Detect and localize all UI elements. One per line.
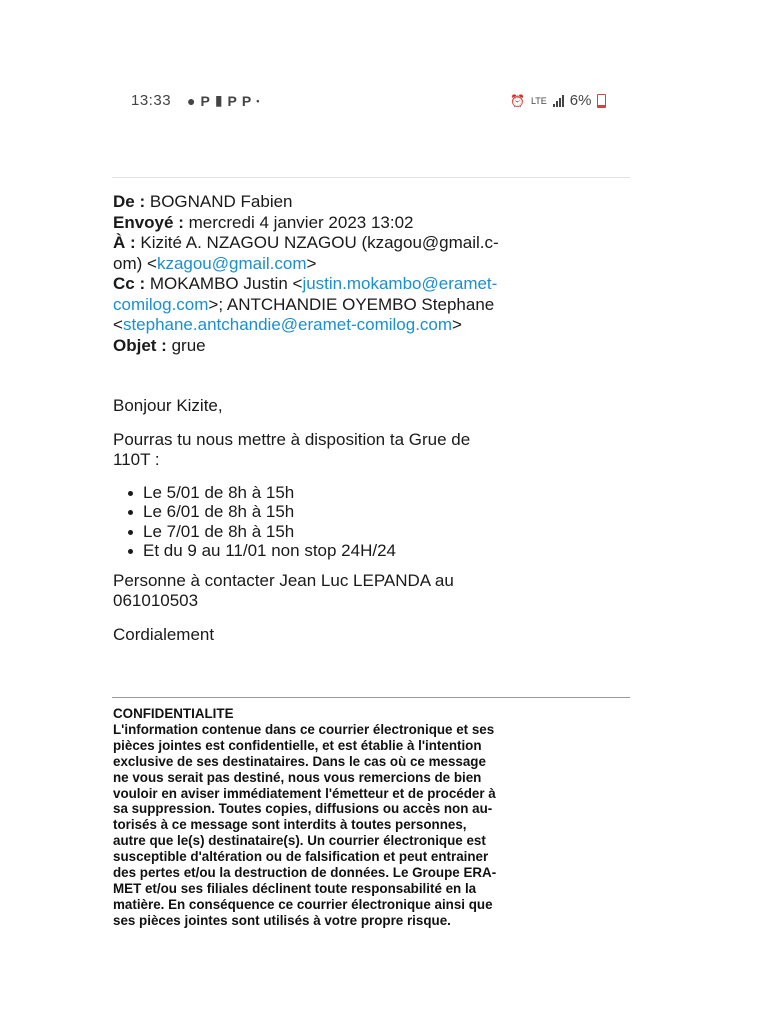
list-item: Le 6/01 de 8h à 15h (143, 502, 633, 522)
email-header (113, 192, 633, 356)
notif-p-icon-2: P (227, 92, 237, 109)
cc-separator: >; ANTCHANDIE OYEMBO Stephane (208, 294, 495, 314)
cc-row-cont-2 (113, 315, 633, 336)
greeting: Bonjour Kizite, (113, 396, 223, 415)
to-value-suffix: > (306, 253, 317, 273)
status-right (510, 92, 606, 109)
subject-label: Objet : (113, 335, 167, 355)
contact-line-2: 061010503 (113, 591, 199, 610)
to-value-prefix: om) < (113, 253, 157, 273)
from-label: De : (113, 192, 146, 211)
to-row (113, 233, 633, 254)
confidentiality-line: exclusive de ses destinataires. Dans le cas où ce message (113, 753, 486, 769)
confidentiality-line: autre que le(s) destinataire(s). Un courrier électronique est (113, 833, 486, 849)
to-row-cont (113, 254, 633, 275)
cc-row-cont (113, 295, 633, 316)
confidentiality-line: L'information contenue dans ce courrier électronique et ses (113, 721, 495, 737)
from-value: BOGNAND Fabien (149, 192, 293, 211)
dot-icon: • (256, 95, 260, 106)
confidentiality-line: ses pièces jointes sont utilisés à votre propre risque. (113, 912, 451, 928)
confidentiality-title: CONFIDENTIALITE (113, 706, 234, 721)
confidentiality-line: des pertes et/ou la destruction de données. Le Groupe ERA- (113, 865, 497, 881)
confidentiality-line: sa suppression. Toutes copies, diffusions ou accès non au- (113, 801, 493, 817)
to-email-link[interactable]: kzagou@gmail.com (156, 253, 307, 273)
status-bar (0, 88, 768, 116)
request-line-2: 110T : (113, 450, 160, 469)
from-row (113, 192, 633, 213)
email-body (113, 396, 633, 645)
cc-email-link-1b[interactable]: comilog.com (113, 294, 209, 314)
confidentiality-line: ne vous serait pas destiné, nous vous remercions de bien (113, 769, 482, 785)
contact-line-1: Personne à contacter Jean Luc LEPANDA au (113, 570, 454, 590)
confidentiality-notice (113, 706, 633, 929)
battery-icon (597, 94, 606, 108)
confidentiality-line: torisés à ce message sont interdits à toutes personnes, (113, 817, 467, 833)
to-value-line1: Kizité A. NZAGOU NZAGOU (kzagou@gmail.c- (140, 233, 499, 252)
confidentiality-line: vouloir en aviser immédiatement l'émetteur et de procéder à (113, 785, 496, 801)
date-list (113, 483, 633, 561)
battery-percent: 6% (569, 92, 592, 109)
confidentiality-line: pièces jointes est confidentielle, et est établie à l'intention (113, 737, 482, 753)
cc-name-1: MOKAMBO Justin < (149, 274, 303, 293)
sent-row (113, 213, 633, 234)
alarm-icon: ⏰ (510, 93, 525, 108)
subject-row (113, 336, 633, 357)
cc-open-2: < (113, 315, 123, 334)
cc-email-link-1a[interactable]: justin.mokambo@eramet- (302, 274, 498, 293)
notification-icons (187, 92, 259, 109)
signal-icon (553, 95, 564, 107)
confidentiality-line: matière. En conséquence ce courrier électronique ainsi que (113, 896, 493, 912)
cc-email-link-2[interactable]: stephane.antchandie@eramet-comilog.com (122, 315, 453, 334)
list-item: Le 7/01 de 8h à 15h (143, 522, 633, 542)
notif-p-icon-1: P (200, 92, 210, 109)
cc-close-2: > (452, 315, 462, 334)
sent-label: Envoyé : (113, 212, 184, 232)
lock-icon: ▮ (214, 92, 223, 108)
sent-value: mercredi 4 janvier 2023 13:02 (188, 212, 414, 232)
request-line-1: Pourras tu nous mettre à disposition ta Grue de (113, 429, 471, 449)
top-divider (112, 177, 630, 178)
chat-bubble-icon: ● (187, 92, 196, 109)
confidentiality-line: MET et/ou ses filiales déclinent toute responsabilité en la (113, 880, 477, 896)
subject-value: grue (171, 335, 206, 355)
list-item: Et du 9 au 11/01 non stop 24H/24 (143, 541, 633, 561)
to-label: À : (113, 233, 136, 252)
cc-row (113, 274, 633, 295)
confidentiality-divider (112, 697, 630, 698)
cc-label: Cc : (113, 274, 146, 293)
network-type: LTE (530, 95, 547, 106)
status-time: 13:33 (131, 92, 172, 109)
list-item: Le 5/01 de 8h à 15h (143, 483, 633, 503)
closing: Cordialement (113, 624, 215, 644)
confidentiality-line: susceptible d'altération ou de falsification et peut entrainer (113, 849, 489, 865)
notif-p-icon-3: P (241, 92, 252, 109)
